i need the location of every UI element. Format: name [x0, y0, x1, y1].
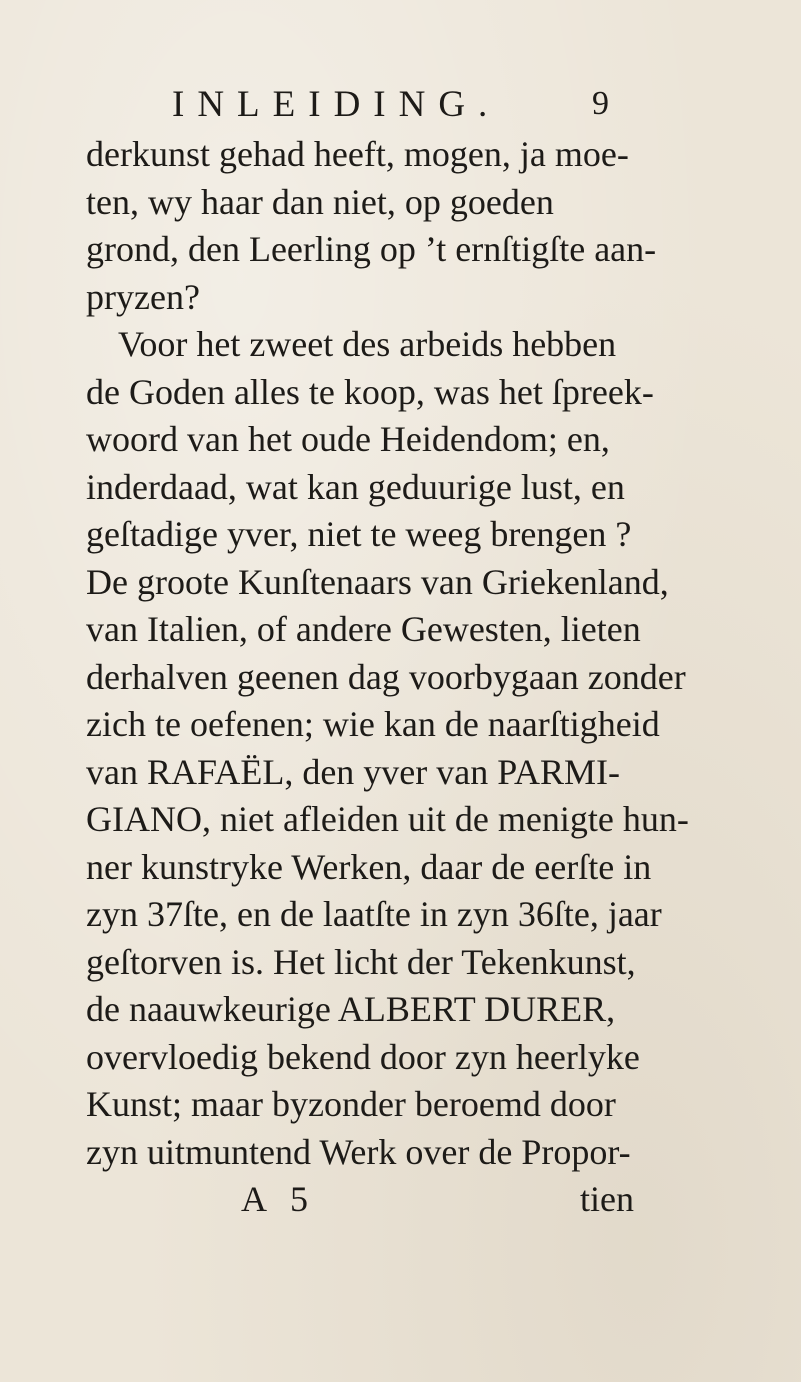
text-line: woord van het oude Heidendom; en, — [86, 419, 610, 459]
page-number: 9 — [592, 85, 609, 122]
text-line: De groote Kunſtenaars van Griekenland, — [86, 561, 669, 602]
text-line: pryzen? — [86, 276, 200, 317]
running-title: INLEIDING. — [172, 84, 501, 125]
text-line: Voor het zweet des arbeids hebben — [118, 324, 617, 364]
text-line: de Goden alles te koop, was het ſpreek- — [86, 371, 654, 412]
text-line: van RAFAËL, den yver van PARMI- — [86, 751, 620, 792]
text-line: zyn 37ſte, en de laatſte in zyn 36ſte, jaar — [86, 894, 662, 934]
text-line: ner kunstryke Werken, daar de eerſte in — [86, 846, 652, 887]
text-line: grond, den Leerling op ’t ernſtigſte aan- — [86, 229, 657, 269]
text-line: zich te oefenen; wie kan de naarſtigheid — [86, 704, 660, 744]
signature-mark: A 5 — [241, 1179, 317, 1219]
text-line: derkunst gehad heeft, mogen, ja moe- — [86, 134, 629, 174]
text-line: zyn uitmuntend Werk over de Propor- — [86, 1131, 631, 1172]
text-line: Kunst; maar byzonder beroemd door — [86, 1084, 616, 1124]
text-line: inderdaad, wat kan geduurige lust, en — [86, 466, 625, 507]
text-line: geſtorven is. Het licht der Tekenkunst, — [86, 941, 636, 982]
running-head — [172, 83, 622, 133]
text-line: GIANO, niet afleiden uit de menigte hun- — [86, 799, 689, 839]
text-line: van Italien, of andere Gewesten, lieten — [86, 609, 641, 649]
text-line: de naauwkeurige ALBERT DURER, — [86, 989, 616, 1029]
catchword: tien — [580, 1179, 634, 1219]
text-line: ten, wy haar dan niet, op goeden — [86, 181, 554, 222]
text-line: derhalven geenen dag voorbygaan zonder — [86, 656, 686, 697]
text-line: geſtadige yver, niet te weeg brengen ? — [86, 514, 632, 554]
text-line: overvloedig bekend door zyn heerlyke — [86, 1036, 640, 1077]
page-footer — [86, 1175, 726, 1223]
